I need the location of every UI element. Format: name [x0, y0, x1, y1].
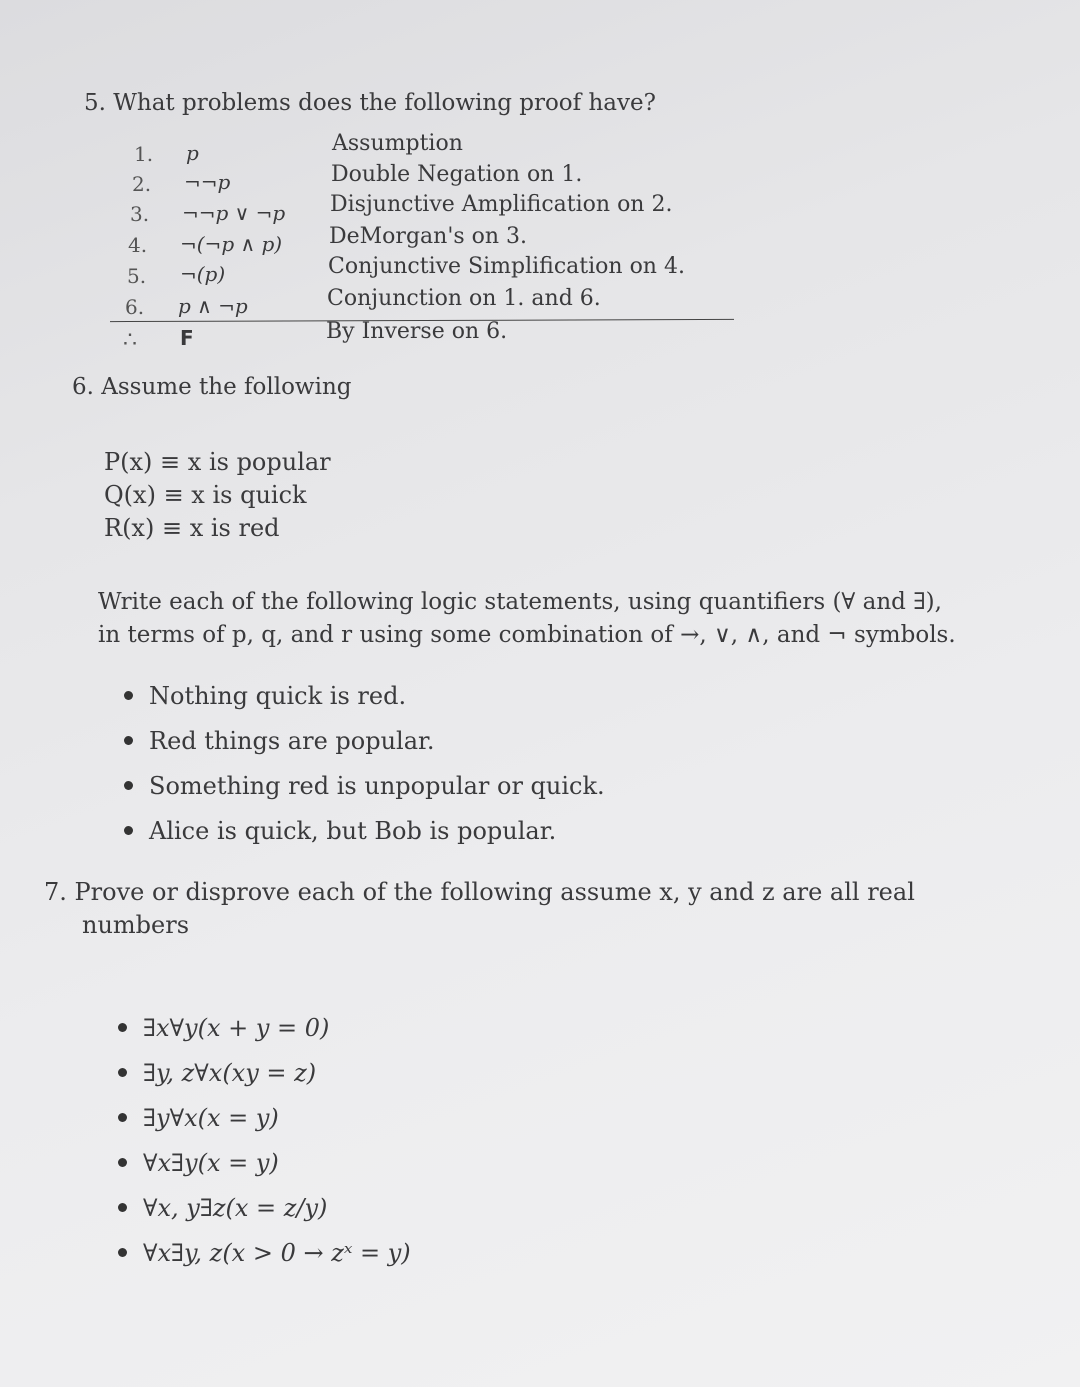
proof-line-num: 4. [128, 233, 148, 257]
definition-q: Q(x) ≡ x is quick [104, 481, 307, 509]
proof-line-justification: Assumption [332, 131, 463, 156]
bullet-icon [118, 1113, 127, 1122]
proof-line-justification: Conjunctive Simplification on 4. [328, 254, 685, 279]
instructions-line: Write each of the following logic statements, using quantifiers (∀ and ∃), [98, 589, 942, 615]
q7-title-line: numbers [82, 911, 190, 939]
list-item: Alice is quick, but Bob is popular. [124, 809, 605, 854]
list-item: ∀x∃y, z(x > 0 → zˣ = y) [118, 1231, 411, 1276]
list-item: ∃y, z∀x(xy = z) [118, 1051, 411, 1096]
proof-line-num: 5. [127, 264, 147, 288]
definition-p: P(x) ≡ x is popular [104, 448, 331, 476]
proof-line-justification: Conjunction on 1. and 6. [327, 286, 601, 311]
q6-title: 6. Assume the following [72, 374, 352, 400]
proof-line-justification: DeMorgan's on 3. [329, 224, 528, 249]
list-item: Red things are popular. [124, 719, 605, 764]
q7-title-line: 7. Prove or disprove each of the following assume x, y and z are all real [44, 878, 915, 906]
proof-line-stmt: p [186, 141, 199, 165]
predicate-definitions [104, 446, 331, 545]
proof-line-num: 3. [130, 202, 150, 226]
list-item: Nothing quick is red. [124, 674, 605, 719]
proof-line-num: 2. [132, 172, 152, 196]
bullet-icon [124, 826, 133, 835]
proof-line-justification: Double Negation on 1. [331, 162, 583, 187]
list-item: ∃y∀x(x = y) [118, 1096, 411, 1141]
list-item: Something red is unpopular or quick. [124, 764, 605, 809]
proof-line-stmt: p ∧ ¬p [178, 294, 248, 318]
bullet-icon [124, 781, 133, 790]
bullet-icon [118, 1248, 127, 1257]
proof-line-stmt: ¬(p) [180, 262, 226, 286]
bullet-icon [124, 736, 133, 745]
proof-line-justification: Disjunctive Amplification on 2. [330, 192, 673, 217]
proof-line-stmt: ¬¬p ∨ ¬p [182, 201, 286, 225]
bullet-icon [118, 1158, 127, 1167]
q5-title: 5. What problems does the following proof have? [84, 90, 656, 116]
q6-statements [124, 674, 605, 854]
proof-line-stmt: ¬¬p [184, 170, 231, 194]
list-item: ∃x∀y(x + y = 0) [118, 1006, 411, 1051]
bullet-icon [118, 1203, 127, 1212]
q7-title [44, 876, 1044, 942]
list-item: ∀x, y∃z(x = z/y) [118, 1186, 411, 1231]
q6-instructions [98, 586, 1038, 652]
bullet-icon [118, 1023, 127, 1032]
list-item: ∀x∃y(x = y) [118, 1141, 411, 1186]
instructions-line: in terms of p, q, and r using some combination of →, ∨, ∧, and ¬ symbols. [98, 622, 956, 648]
q7-statements [118, 1006, 411, 1276]
definition-r: R(x) ≡ x is red [104, 514, 280, 542]
therefore-symbol: ∴ [123, 328, 137, 353]
bullet-icon [124, 691, 133, 700]
conclusion-stmt: F [180, 326, 194, 350]
proof-line-stmt: ¬(¬p ∧ p) [180, 232, 283, 256]
bullet-icon [118, 1068, 127, 1077]
proof-line-num: 6. [125, 295, 145, 319]
proof-line-num: 1. [134, 142, 154, 166]
conclusion-justification: By Inverse on 6. [326, 319, 508, 344]
